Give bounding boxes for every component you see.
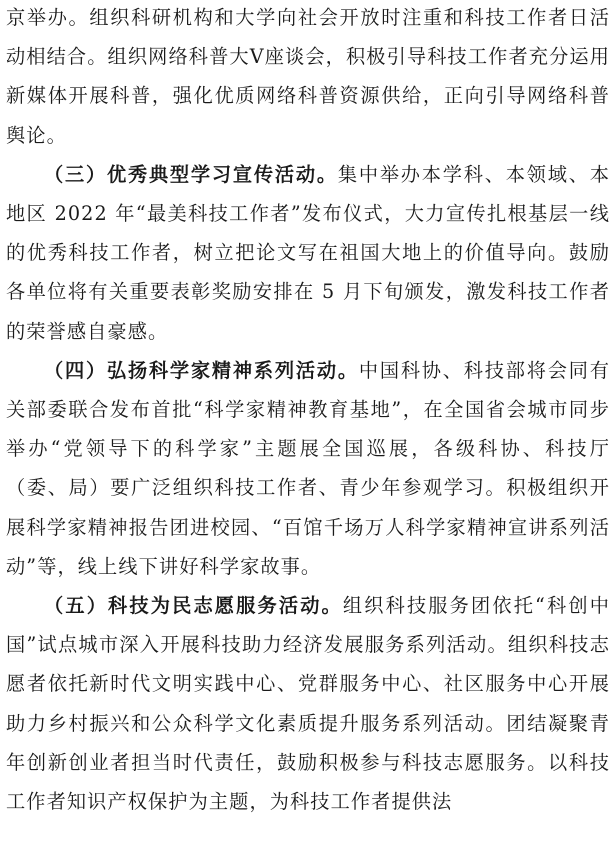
section-heading: （三）优秀典型学习宣传活动。 [44, 162, 338, 186]
paragraph-text: 中国科协、科技部将会同有关部委联合发布首批“科学家精神教育基地”，在全国省会城市同步举办“党领导下的科学家”主题展全国巡展，各级科协、科技厅（委、局）要广泛组织科技工作者、青少年参观学习。积极组织开展科学家精神报告团进校园、“百馆千场万人科学家精神宣讲系列活动”等，线上线下讲好科学家故事。 [6, 358, 611, 578]
paragraph-continuation [6, 0, 610, 155]
paragraph-text: 集中举办本学科、本领域、本地区 2022 年“最美科技工作者”发布仪式，大力宣传扎根基层一线的优秀科技工作者，树立把论文写在祖国大地上的价值导向。鼓励各单位将有关重要表彰奖励安排在 5 月下旬颁发，激发科技工作者的荣誉感自豪感。 [6, 162, 610, 343]
document-body [6, 0, 610, 821]
paragraph-text: 组织科技服务团依托“科创中国”试点城市深入开展科技助力经济发展服务系列活动。组织科技志愿者依托新时代文明实践中心、党群服务中心、社区服务中心开展助力乡村振兴和公众科学文化素质提升服务系列活动。团结凝聚青年创新创业者担当时代责任，鼓励积极参与科技志愿服务。以科技工作者知识产权保护为主题，为科技工作者提供法 [6, 594, 611, 814]
paragraph-section-four [6, 351, 610, 586]
section-heading: （四）弘扬科学家精神系列活动。 [44, 358, 359, 382]
section-heading: （五）科技为民志愿服务活动。 [44, 594, 343, 618]
paragraph-section-five [6, 586, 610, 821]
paragraph-section-three [6, 155, 610, 351]
paragraph-text: 京举办。组织科研机构和大学向社会开放时注重和科技工作者日活动相结合。组织网络科普大V座谈会，积极引导科技工作者充分运用新媒体开展科普，强化优质网络科普资源供给，正向引导网络科普舆论。 [6, 6, 610, 147]
